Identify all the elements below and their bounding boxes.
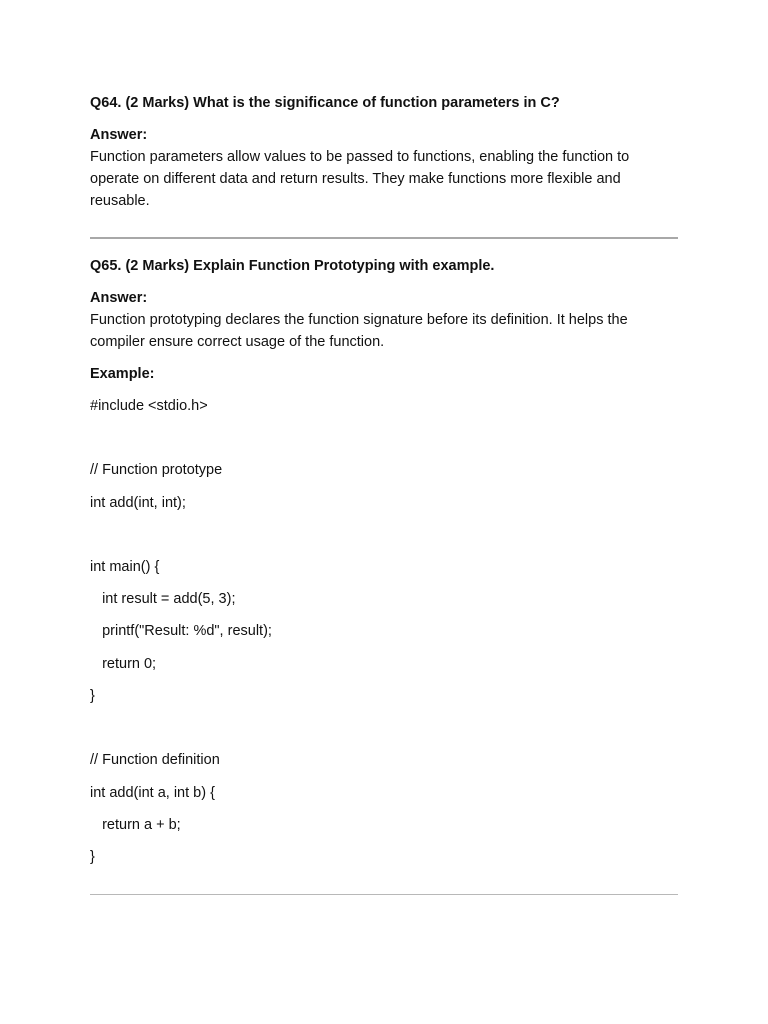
code-line: int main() {	[90, 559, 160, 575]
code-line: int add(int a, int b) {	[90, 785, 215, 801]
q65-question: Q65. (2 Marks) Explain Function Prototyping with example.	[90, 258, 495, 274]
section-divider	[90, 237, 678, 239]
code-line: printf("Result: %d", result);	[90, 623, 272, 639]
code-line: }	[90, 688, 95, 704]
code-line: // Function definition	[90, 752, 220, 768]
code-line: int add(int, int);	[90, 495, 186, 511]
q64-answer-line-3: reusable.	[90, 193, 150, 209]
q65-answer-line-2: compiler ensure correct usage of the function.	[90, 334, 385, 350]
q64-answer-line-1: Function parameters allow values to be passed to functions, enabling the function to	[90, 149, 630, 165]
q65-answer-line-1: Function prototyping declares the function signature before its definition. It helps the	[90, 312, 628, 328]
q65-example-label: Example:	[90, 366, 155, 382]
q65-answer-label: Answer:	[90, 290, 148, 306]
code-line: }	[90, 849, 95, 865]
code-line: #include <stdio.h>	[90, 398, 208, 414]
code-line: // Function prototype	[90, 462, 223, 478]
code-line: return 0;	[90, 656, 157, 672]
code-line: return a + b;	[90, 817, 181, 833]
q64-question: Q64. (2 Marks) What is the significance of function parameters in C?	[90, 95, 560, 111]
q64-answer-label: Answer:	[90, 127, 148, 143]
code-line: int result = add(5, 3);	[90, 591, 236, 607]
q64-answer-line-2: operate on different data and return results. They make functions more flexible and	[90, 171, 621, 187]
section-divider	[90, 894, 678, 895]
